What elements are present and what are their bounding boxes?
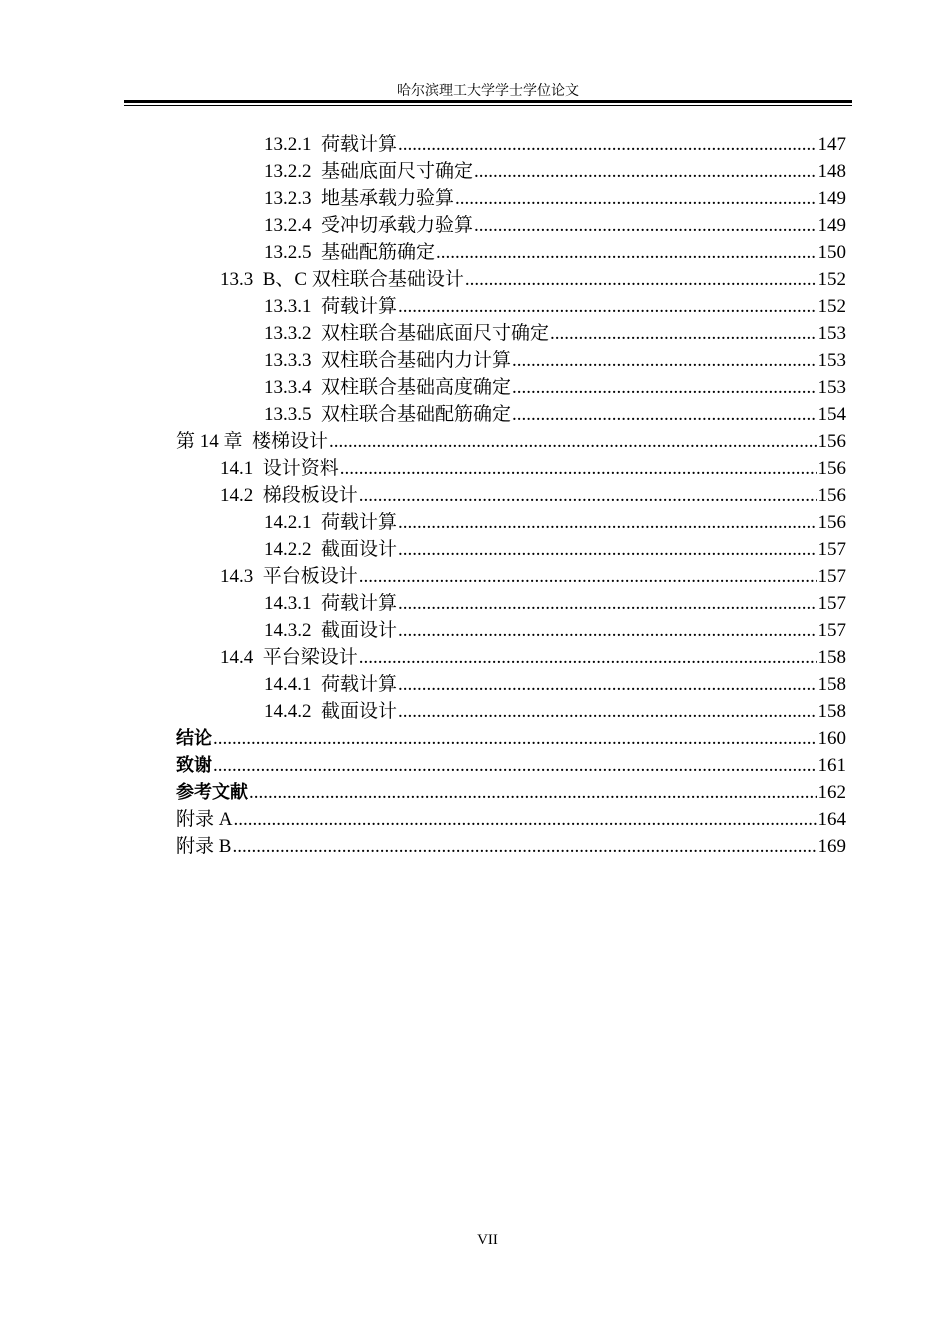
toc-entry-page: 150 (817, 242, 846, 263)
toc-dot-leader (249, 779, 817, 806)
toc-entry-page: 149 (817, 215, 846, 236)
toc-entry[interactable] (264, 347, 950, 374)
toc-entry[interactable] (264, 158, 950, 185)
toc-entry-title: 13.3.3 双柱联合基础内力计算 (264, 350, 512, 371)
toc-dot-leader (512, 401, 816, 428)
toc-entry-title: 13.3.2 双柱联合基础底面尺寸确定 (264, 323, 550, 344)
toc-dot-leader (398, 131, 816, 158)
toc-entry-title: 致谢 (176, 755, 212, 776)
toc-entry-page: 158 (817, 701, 846, 722)
toc-entry-title: 13.2.5 基础配筋确定 (264, 242, 436, 263)
toc-dot-leader (359, 563, 817, 590)
toc-entry-title: 14.3.1 荷载计算 (264, 593, 398, 614)
toc-entry[interactable] (176, 752, 950, 779)
toc-entry[interactable] (264, 212, 950, 239)
toc-entry[interactable] (176, 725, 950, 752)
toc-entry[interactable] (220, 563, 950, 590)
toc-entry[interactable] (264, 293, 950, 320)
toc-entry-page: 158 (817, 674, 846, 695)
toc-entry[interactable] (220, 482, 950, 509)
toc-entry-page: 162 (817, 782, 846, 803)
toc-entry-title: 13.3 B、C 双柱联合基础设计 (220, 269, 464, 290)
toc-entry-title: 14.2 梯段板设计 (220, 485, 358, 506)
toc-dot-leader (398, 590, 816, 617)
toc-dot-leader (329, 428, 816, 455)
toc-entry-title: 13.3.5 双柱联合基础配筋确定 (264, 404, 512, 425)
toc-entry[interactable] (220, 266, 950, 293)
toc-entry-page: 158 (817, 647, 846, 668)
header-rule-thick (124, 100, 852, 103)
toc-entry[interactable] (176, 833, 950, 860)
toc-entry[interactable] (264, 590, 950, 617)
toc-entry-page: 157 (817, 566, 846, 587)
toc-entry-title: 第 14 章 楼梯设计 (176, 431, 329, 452)
toc-entry-title: 14.3.2 截面设计 (264, 620, 398, 641)
toc-entry-title: 13.2.4 受冲切承载力验算 (264, 215, 474, 236)
toc-entry-page: 169 (817, 836, 846, 857)
toc-dot-leader (550, 320, 816, 347)
toc-entry-page: 160 (817, 728, 846, 749)
toc-entry-page: 164 (817, 809, 846, 830)
toc-entry[interactable] (264, 401, 950, 428)
toc-entry-page: 157 (817, 593, 846, 614)
table-of-contents (0, 131, 950, 860)
toc-entry-title: 14.4.2 截面设计 (264, 701, 398, 722)
toc-entry-title: 13.2.1 荷载计算 (264, 134, 398, 155)
toc-entry-title: 14.1 设计资料 (220, 458, 339, 479)
toc-entry-title: 附录 B (176, 836, 232, 857)
toc-entry[interactable] (264, 698, 950, 725)
toc-dot-leader (398, 698, 816, 725)
toc-entry[interactable] (176, 428, 950, 455)
toc-entry-page: 153 (817, 350, 846, 371)
toc-entry-page: 154 (817, 404, 846, 425)
toc-dot-leader (398, 536, 816, 563)
toc-entry-page: 157 (817, 620, 846, 641)
toc-entry-page: 157 (817, 539, 846, 560)
toc-entry-title: 参考文献 (176, 782, 248, 803)
toc-entry[interactable] (264, 617, 950, 644)
toc-entry-title: 14.3 平台板设计 (220, 566, 358, 587)
toc-dot-leader (213, 752, 817, 779)
toc-entry-page: 152 (817, 269, 846, 290)
toc-entry-page: 147 (817, 134, 846, 155)
toc-entry-page: 153 (817, 377, 846, 398)
toc-dot-leader (474, 212, 816, 239)
toc-entry-title: 14.2.2 截面设计 (264, 539, 398, 560)
toc-entry-page: 153 (817, 323, 846, 344)
toc-entry-page: 156 (817, 431, 846, 452)
toc-entry-page: 152 (817, 296, 846, 317)
toc-entry-page: 156 (817, 458, 846, 479)
toc-dot-leader (512, 374, 816, 401)
toc-entry[interactable] (264, 671, 950, 698)
toc-entry[interactable] (264, 374, 950, 401)
toc-dot-leader (233, 806, 816, 833)
toc-dot-leader (465, 266, 817, 293)
toc-dot-leader (474, 158, 816, 185)
toc-entry-title: 14.4.1 荷载计算 (264, 674, 398, 695)
toc-dot-leader (398, 509, 816, 536)
toc-entry-title: 13.2.3 地基承载力验算 (264, 188, 455, 209)
toc-entry[interactable] (264, 536, 950, 563)
header-rule-thin (124, 105, 852, 106)
toc-entry-page: 148 (817, 161, 846, 182)
toc-entry[interactable] (264, 320, 950, 347)
page-number: VII (477, 1232, 498, 1248)
toc-entry-page: 149 (817, 188, 846, 209)
toc-entry-title: 14.2.1 荷载计算 (264, 512, 398, 533)
toc-entry-page: 156 (817, 485, 846, 506)
toc-entry[interactable] (220, 644, 950, 671)
toc-entry-title: 13.3.4 双柱联合基础高度确定 (264, 377, 512, 398)
toc-dot-leader (398, 293, 816, 320)
toc-entry-title: 13.3.1 荷载计算 (264, 296, 398, 317)
toc-entry[interactable] (176, 806, 950, 833)
toc-dot-leader (455, 185, 816, 212)
toc-dot-leader (398, 617, 816, 644)
toc-entry[interactable] (264, 131, 950, 158)
toc-entry[interactable] (264, 239, 950, 266)
toc-dot-leader (232, 833, 816, 860)
toc-entry[interactable] (264, 185, 950, 212)
toc-entry[interactable] (264, 509, 950, 536)
toc-dot-leader (340, 455, 817, 482)
toc-entry-title: 13.2.2 基础底面尺寸确定 (264, 161, 474, 182)
toc-dot-leader (436, 239, 816, 266)
toc-entry-page: 161 (817, 755, 846, 776)
toc-dot-leader (213, 725, 817, 752)
toc-dot-leader (398, 671, 816, 698)
toc-dot-leader (359, 644, 817, 671)
toc-entry-title: 结论 (176, 728, 212, 749)
toc-dot-leader (359, 482, 817, 509)
toc-entry-title: 附录 A (176, 809, 233, 830)
running-header: 哈尔滨理工大学学士学位论文 (397, 84, 579, 99)
toc-entry-title: 14.4 平台梁设计 (220, 647, 358, 668)
toc-entry-page: 156 (817, 512, 846, 533)
toc-entry[interactable] (220, 455, 950, 482)
toc-entry[interactable] (176, 779, 950, 806)
toc-dot-leader (512, 347, 816, 374)
